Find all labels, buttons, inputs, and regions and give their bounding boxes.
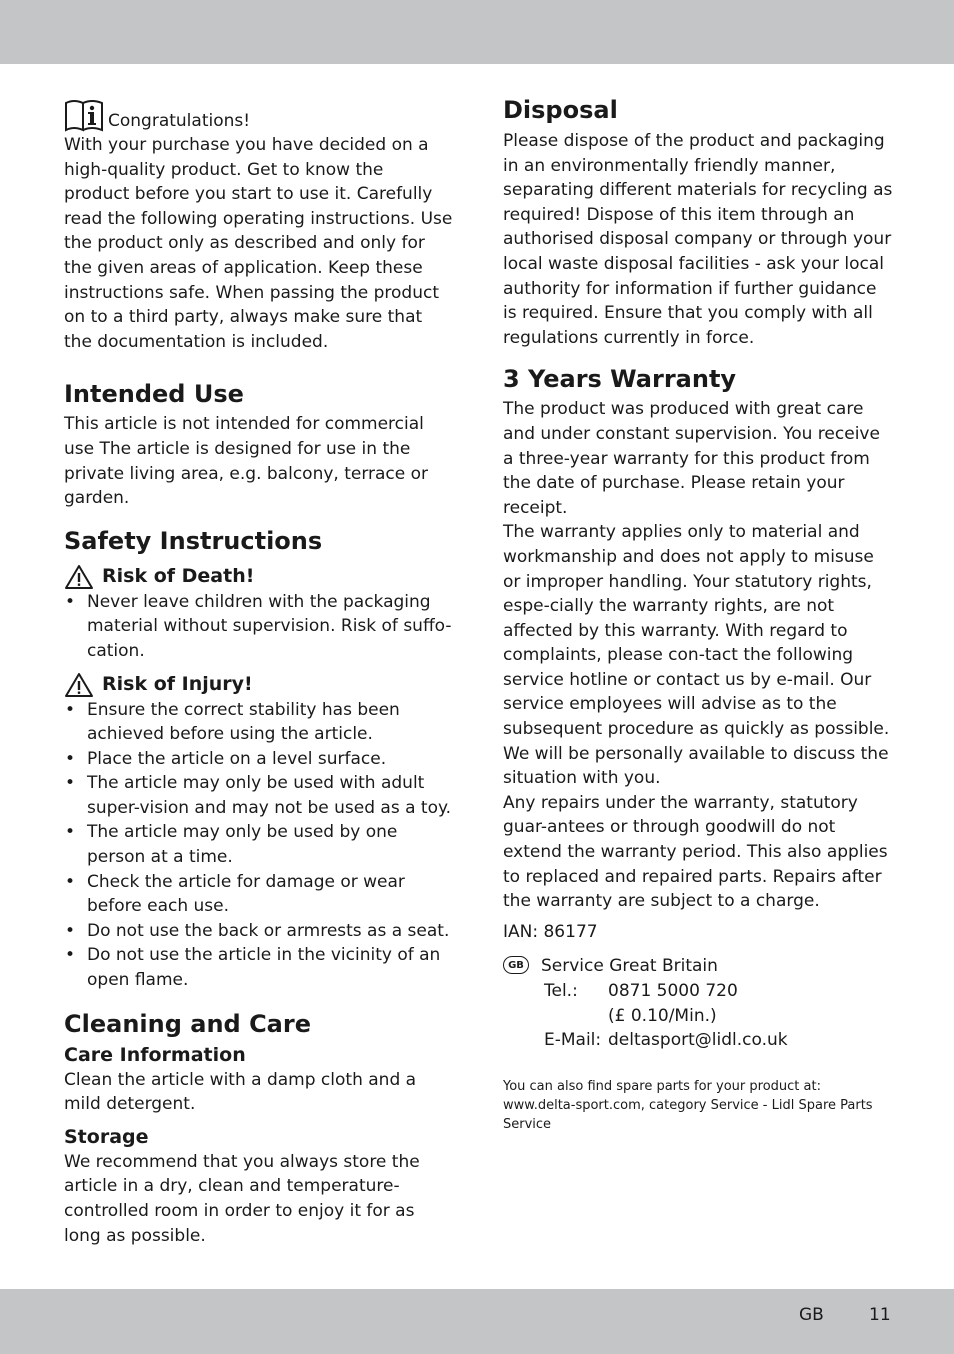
service-name: Service Great Britain: [541, 956, 718, 977]
warranty-paragraph: The warranty applies only to material and workmanship and does not apply to misuse or improper handling. Your statutory rights, espe-cially the warranty rights, are not affected by this warranty. With regard to complaints, please con-tact the following service hotline or contact us by e-mail. Our service employees will advise as to the subsequent procedure as quickly as possible. We will be personally available to discuss the situation with you.: [503, 522, 890, 789]
info-book-icon: [64, 99, 104, 133]
list-item: • Place the article on a level surface.: [64, 747, 454, 772]
warning-triangle-icon: [64, 672, 94, 698]
page-number: 11: [869, 1305, 891, 1325]
list-item: • Do not use the article in the vicinity of an open flame.: [64, 943, 454, 992]
risk-of-injury-title: Risk of Injury!: [102, 673, 253, 695]
list-item: • Ensure the correct stability has been achieved before using the article.: [64, 698, 454, 747]
ian-number: IAN: 86177: [503, 921, 598, 942]
list-item: • Never leave children with the packaging material without supervision. Risk of suffo-cation.: [64, 590, 454, 664]
tel-value[interactable]: 0871 5000 720: [608, 981, 738, 1001]
intended-use-title: Intended Use: [64, 380, 244, 409]
intro-text: With your purchase you have decided on a high-quality product. Get to know the product before you start to use it. Carefully read the following operating instructions. Use the product only as described and only for the given areas of application. Keep these instructions safe. When passing the product on to a third party, always make sure that the documentation is included.: [64, 135, 453, 352]
intro-title: Congratulations!: [108, 111, 251, 131]
header-band: [0, 0, 954, 64]
list-item: • Check the article for damage or wear before each use.: [64, 870, 454, 919]
cleaning-title: Cleaning and Care: [64, 1009, 311, 1038]
tel-rate: (£ 0.10/Min.): [608, 1005, 717, 1026]
warranty-title: 3 Years Warranty: [503, 365, 737, 394]
tel-label: Tel.:: [544, 981, 578, 1001]
email-link[interactable]: deltasport@lidl.co.uk: [608, 1030, 788, 1051]
service-contact: [503, 954, 895, 1052]
care-info-title: Care Information: [64, 1043, 246, 1066]
safety-title: Safety Instructions: [64, 526, 323, 555]
risk-of-injury-list: [64, 698, 454, 993]
disposal-text: Please dispose of the product and packaging in an environmentally friendly manner, separating different materials for recycling as required! Dispose of this item through an authorised disposal company or through your local waste disposal facilities - ask your local authority for information if further guidance is required. Ensure that you comply with all regulations currently in force.: [503, 131, 893, 348]
list-item: • Do not use the back or armrests as a seat.: [64, 919, 454, 944]
right-column: [503, 95, 895, 1134]
footer-language: GB: [799, 1305, 824, 1325]
left-column: [64, 95, 454, 1248]
intended-use-text: This article is not intended for commercial use The article is designed for use in the private living area, e.g. balcony, terrace or garden.: [64, 414, 429, 509]
risk-of-death-list: [64, 590, 454, 664]
warranty-paragraph: Any repairs under the warranty, statutory guar-antees or through goodwill do not extend the warranty period. This also applies to replaced and repaired parts. Repairs after the warranty are subject to a charge.: [503, 792, 888, 912]
list-item: • The article may only be used with adult super-vision and may not be used as a toy.: [64, 771, 454, 820]
storage-text: We recommend that you always store the article in a dry, clean and temperature-controlled room in order to enjoy it for as long as possible.: [64, 1151, 420, 1246]
storage-title: Storage: [64, 1125, 149, 1148]
warning-triangle-icon: [64, 564, 94, 590]
warranty-paragraph: The product was produced with great care and under constant supervision. You receive a three-year warranty for this product from the date of purchase. Please retain your receipt.: [503, 399, 880, 518]
gb-country-icon: GB: [503, 956, 529, 974]
email-label: E-Mail:: [544, 1030, 602, 1051]
spare-parts-note: You can also find spare parts for your product at: www.delta-sport.com, category Service - Lidl Spare Parts Service: [503, 1078, 873, 1132]
risk-of-death-heading: [64, 564, 454, 590]
disposal-title: Disposal: [503, 96, 618, 124]
list-item: • The article may only be used by one person at a time.: [64, 820, 454, 869]
intro-heading: [64, 95, 454, 133]
care-info-text: Clean the article with a damp cloth and a mild detergent.: [64, 1069, 417, 1115]
risk-of-injury-heading: [64, 672, 454, 698]
risk-of-death-title: Risk of Death!: [102, 565, 255, 588]
